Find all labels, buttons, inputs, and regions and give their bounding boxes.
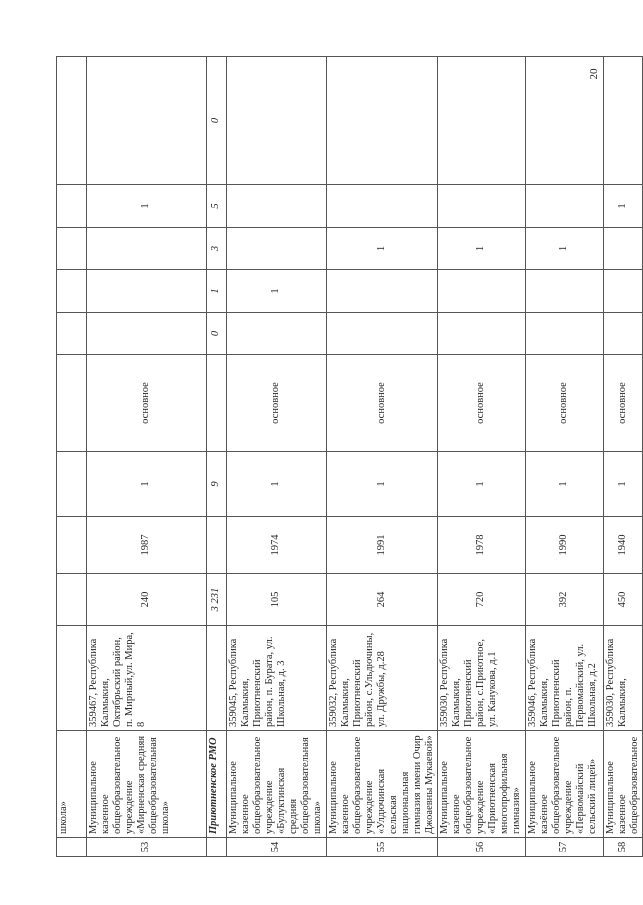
year-built: 1990 [525,517,603,574]
col-value-d [57,185,87,228]
row-number: 54 [227,838,327,857]
building-type: основное [326,355,438,452]
col-value-a [57,313,87,355]
school-name: школа» [57,731,87,838]
building-type: основное [227,355,327,452]
building-count: 1 [87,452,207,517]
building-type: основное [603,355,642,452]
table-row [438,57,525,857]
col-value-b [525,270,603,313]
school-name: Муниципальное казенное общеобразовательное учреждение «Улдючинская сельская национальная гимназия имени Очир Джоаевны Мукаевой» [326,731,438,838]
year-built: 1987 [87,517,207,574]
year-built: 1991 [326,517,438,574]
col-value-c: 3 [207,228,227,270]
year-built: 1974 [227,517,327,574]
col-value-a [525,313,603,355]
col-value-a [227,313,327,355]
school-address: 359030, Республика Калмыкия, Приютненский район, с.Приютное, ул. Канукова, д.1 [438,626,525,731]
school-address: 359467, Республика Калмыкия, Октябрьский район, п. Мирный,ул. Мира, 8 [87,626,207,731]
building-type: основное [87,355,207,452]
building-count: 1 [603,452,642,517]
col-value-d [227,185,327,228]
school-address: 359030, Республика Калмыкия, [603,626,642,731]
col-value-c: 1 [326,228,438,270]
col-value-b [438,270,525,313]
col-value-d [326,185,438,228]
col-value-e [603,57,642,185]
col-value-d [525,185,603,228]
capacity: 720 [438,574,525,626]
col-value-b [603,270,642,313]
row-number: 57 [525,838,603,857]
page-number: 20 [588,68,600,80]
col-value-e [57,57,87,185]
col-value-d: 1 [603,185,642,228]
col-value-d: 5 [207,185,227,228]
row-number: 53 [87,838,207,857]
col-value-c [87,228,207,270]
building-type: основное [525,355,603,452]
summary-row [207,57,227,857]
year-built [57,517,87,574]
col-value-b: 1 [227,270,327,313]
building-count: 1 [525,452,603,517]
school-name: Муниципальное казённое общеобразовательное учреждение «Первомайский сельский лицей» [525,731,603,838]
col-value-e [525,57,603,185]
year-built: 1940 [603,517,642,574]
school-name: Муниципальное казенное общеобразовательное учреждение «Мирненская средняя общеобразовательная школа» [87,731,207,838]
school-name: Муниципальное казенное общеобразовательное учреждение «Булуктинская средняя общеобразовательная школа» [227,731,327,838]
building-count: 1 [438,452,525,517]
col-value-a [326,313,438,355]
table-row [227,57,327,857]
school-name: Муниципальное казенное общеобразовательное учреждение «Приютненская многопрофильная гимназия» [438,731,525,838]
schools-table [56,56,643,857]
school-address: 359032, Республика Калмыкия, Приютненский район, с.Ульдючины, ул. Дружбы, д.28 [326,626,438,731]
building-count [57,452,87,517]
building-count: 9 [207,452,227,517]
building-type [207,355,227,452]
col-value-e [438,57,525,185]
school-address: 359045, Республика Калмыкия, Приютненский район, п. Бурата, ул. Школьная, д. 3 [227,626,327,731]
school-name: Муниципальное казенное общеобразовательное [603,731,642,838]
col-value-a [603,313,642,355]
capacity: 3 231 [207,574,227,626]
col-value-c: 1 [525,228,603,270]
col-value-a [438,313,525,355]
capacity: 105 [227,574,327,626]
row-number [57,838,87,857]
table-row [87,57,207,857]
table-row [603,57,642,857]
school-address [57,626,87,731]
col-value-c [227,228,327,270]
col-value-e: 0 [207,57,227,185]
capacity: 450 [603,574,642,626]
year-built [207,517,227,574]
table-row [57,57,87,857]
capacity: 392 [525,574,603,626]
col-value-b [87,270,207,313]
school-name: Приютненское РМО [207,731,227,838]
row-number: 55 [326,838,438,857]
school-address [207,626,227,731]
col-value-b: 1 [207,270,227,313]
col-value-e [227,57,327,185]
col-value-c [603,228,642,270]
building-type: основное [438,355,525,452]
building-count: 1 [227,452,327,517]
col-value-d [438,185,525,228]
capacity [57,574,87,626]
capacity: 240 [87,574,207,626]
year-built: 1978 [438,517,525,574]
col-value-c: 1 [438,228,525,270]
building-count: 1 [326,452,438,517]
col-value-e [326,57,438,185]
capacity: 264 [326,574,438,626]
school-address: 359046, Республика Калмыкия, Приютненский район, п. Первомайский, ул. Школьная, д.2 [525,626,603,731]
table-row [525,57,603,857]
col-value-e [87,57,207,185]
building-type [57,355,87,452]
col-value-b [326,270,438,313]
row-number: 58 [603,838,642,857]
col-value-a [87,313,207,355]
col-value-d: 1 [87,185,207,228]
row-number [207,838,227,857]
row-number: 56 [438,838,525,857]
table-stage [56,57,640,857]
col-value-b [57,270,87,313]
col-value-a: 0 [207,313,227,355]
col-value-c [57,228,87,270]
table-row [326,57,438,857]
